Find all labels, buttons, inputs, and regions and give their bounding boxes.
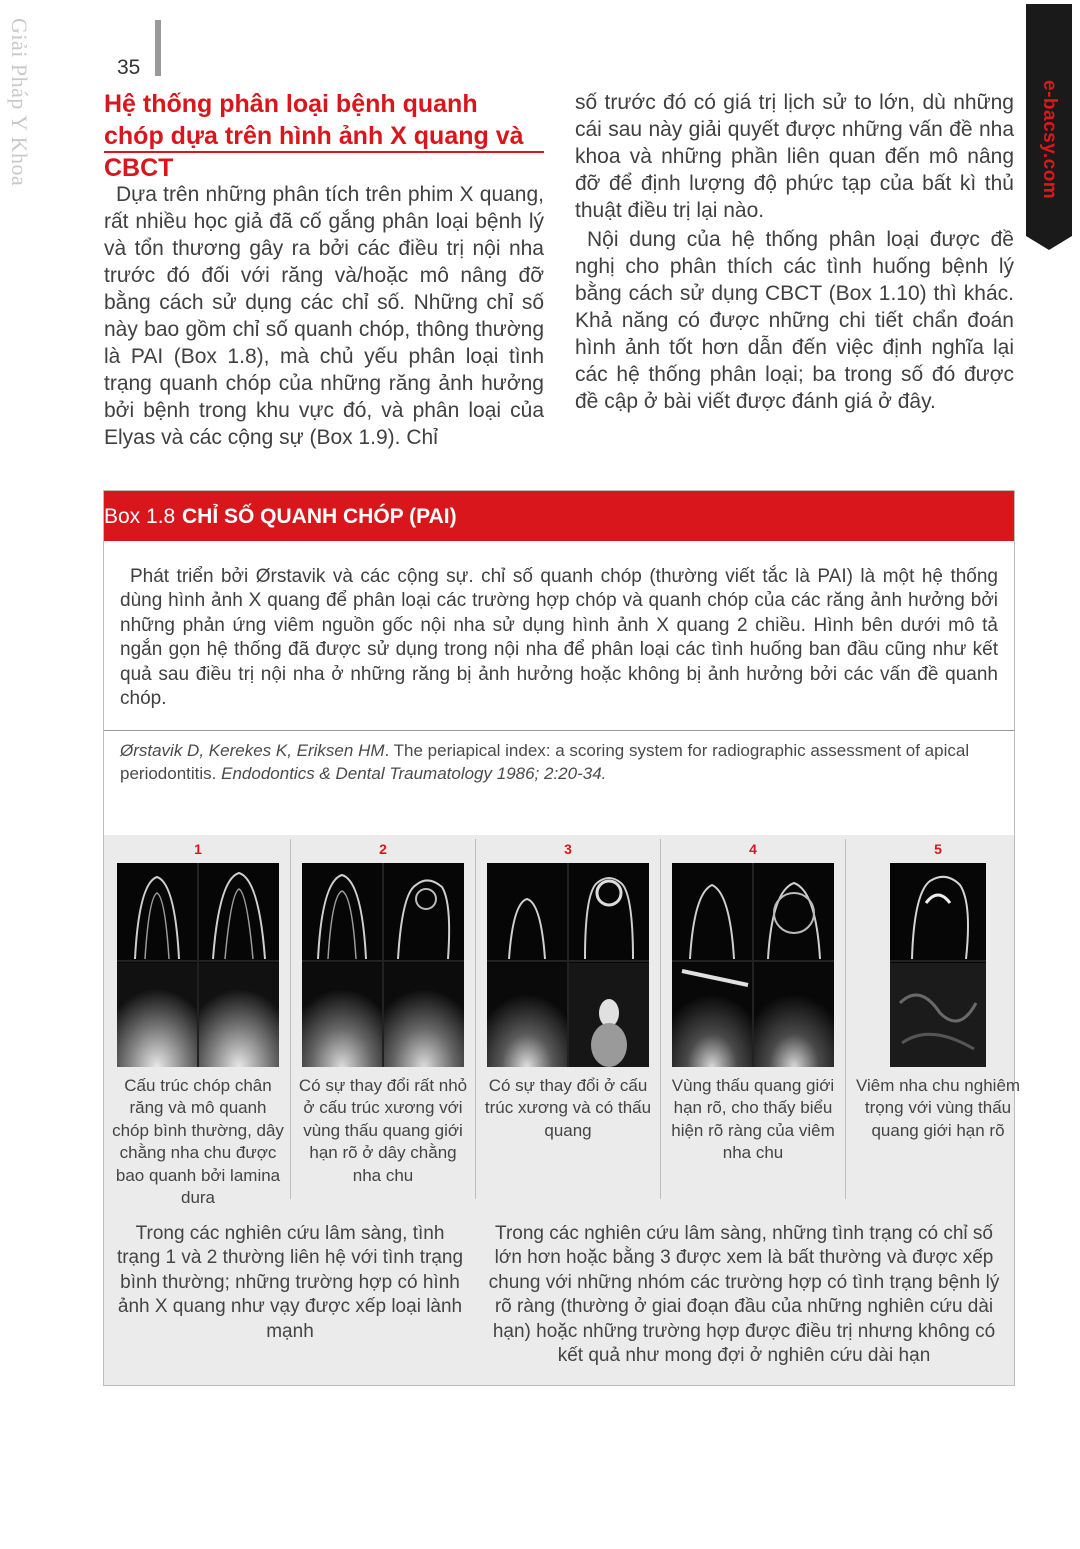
- score-number-1: 1: [194, 841, 202, 857]
- xray-image-1: [117, 863, 279, 1067]
- column-divider: [290, 839, 291, 1199]
- box-title: CHỈ SỐ QUANH CHÓP (PAI): [182, 505, 457, 528]
- column-divider: [845, 839, 846, 1199]
- score-caption-2: Có sự thay đổi rất nhỏ ở cấu trúc xương với vùng thấu quang giới hạn rõ ở dây chằng nha chu: [298, 1076, 468, 1185]
- right-column-paragraph-1: số trước đó có giá trị lịch sử to lớn, dù những cái sau này giải quyết được những vấn đề nha khoa và những phần liên quan đến mô nâng đỡ để định lượng độ phức tạp của bất kì thủ thuật điều trị lại nào.: [575, 91, 1014, 222]
- score-caption-1: Cấu trúc chóp chân răng và mô quanh chóp bình thường, dây chằng nha chu được bao quanh bởi lamina dura: [112, 1076, 284, 1208]
- website-ribbon: [1026, 4, 1072, 250]
- score-number-3: 3: [564, 841, 572, 857]
- ribbon-text: e-bacsy.com: [1039, 80, 1060, 200]
- left-column-paragraph: Dựa trên những phân tích trên phim X quang, rất nhiều học giả đã cố gắng phân loại bệnh lý và tổn thương gây ra bởi các điều trị nội nha trước đó đối với răng và/hoặc mô nâng đỡ bằng cách sử dụng các chỉ số. Những chỉ số này bao gồm chỉ số quanh chóp, thông thường là PAI (Box 1.8), mà chủ yếu phân loại tình trạng quanh chóp của những răng ảnh hưởng bởi bệnh trong khu vực đó, và phân loại của Elyas và các cộng sự (Box 1.9). Chỉ: [104, 183, 544, 449]
- score-number-2: 2: [379, 841, 387, 857]
- heading-underline: [104, 151, 544, 153]
- summary-healthy: Trong các nghiên cứu lâm sàng, tình trạng 1 và 2 thường liên hệ với tình trạng bình thường; những trường hợp có hình ảnh X quang như vạy được xếp loại lành mạnh: [116, 1223, 464, 1342]
- right-column-paragraph-2: Nội dung của hệ thống phân loại được đề nghị cho phân thích các tình huống bệnh lý bằng cách sử dụng CBCT (Box 1.10) thì khác. Khả năng có được những chi tiết chẩn đoán hình ảnh tốt hơn dẫn đến việc định nghĩa lại các hệ thống phân loại; ba trong số đó được đề cập ở bài viết được đánh giá ở đây.: [575, 228, 1014, 413]
- page-number: 35: [117, 56, 141, 79]
- box-pai: [103, 490, 1021, 1386]
- box-intro-text: Phát triển bởi Ørstavik và các cộng sự. chỉ số quanh chóp (thường viết tắc là PAI) là một hệ thống dùng hình ảnh X quang để phân loại các trường hợp chóp và quanh chóp của các răng ảnh hưởng bởi những phản ứng viêm nguồn gốc nội nha sử dụng hình ảnh X quang 2 chiều. Hình bên dưới mô tả ngắn gọn hệ thống đã được sử dụng trong nội nha để phân loại các tình huống ban đầu cũng như kết quả sau điều trị nội nha ở những răng bị ảnh hưởng hoặc không bị ảnh hưởng bởi các vấn đề quanh chóp.: [120, 566, 998, 710]
- right-column: [575, 89, 1014, 415]
- column-divider: [475, 839, 476, 1199]
- side-brand: [2, 18, 38, 218]
- score-caption-4: Vùng thấu quang giới hạn rõ, cho thấy biểu hiện rõ ràng của viêm nha chu: [671, 1076, 835, 1163]
- score-number-4: 4: [749, 841, 757, 857]
- score-caption-5: Viêm nha chu nghiêm trọng với vùng thấu quang giới hạn rõ: [855, 1076, 1021, 1140]
- xray-image-2: [302, 863, 464, 1067]
- summary-abnormal: Trong các nghiên cứu lâm sàng, những tình trạng có chỉ số lớn hơn hoặc bằng 3 được xem là bất thường và được xếp chung với những nhóm các trường hợp có tình trạng bệnh lý rõ ràng (thường ở giai đoạn đầu của những nghiên cứu dài hạn) hoặc những trường hợp được điều trị nhưng không có kết quả như mong đợi ở nghiên cứu dài hạn: [488, 1223, 1000, 1367]
- reference-journal: Endodontics & Dental Traumatology 1986; 2:20-34.: [221, 764, 607, 783]
- page-number-bar: [155, 20, 161, 76]
- box-header: [104, 491, 1014, 541]
- reference-authors: Ørstavik D, Kerekes K, Eriksen HM: [120, 741, 385, 760]
- side-brand-text: Giải Pháp Y Khoa: [7, 18, 32, 187]
- box-reference: [120, 739, 1000, 785]
- score-number-5: 5: [934, 841, 942, 857]
- score-caption-3: Có sự thay đổi ở cấu trúc xương và có thấu quang: [484, 1076, 652, 1140]
- reference-title: . The periapical index: a scoring system for radiographic assessment of apical periodontitis.: [120, 741, 970, 783]
- box-divider: [104, 730, 1014, 731]
- section-heading: Hệ thống phân loại bệnh quanh chóp dựa trên hình ảnh X quang và CBCT: [104, 90, 524, 182]
- xray-image-4: [672, 863, 834, 1067]
- xray-image-3: [487, 863, 649, 1067]
- column-divider: [660, 839, 661, 1199]
- box-number: Box 1.8: [104, 505, 176, 528]
- xray-image-5: [890, 863, 986, 1067]
